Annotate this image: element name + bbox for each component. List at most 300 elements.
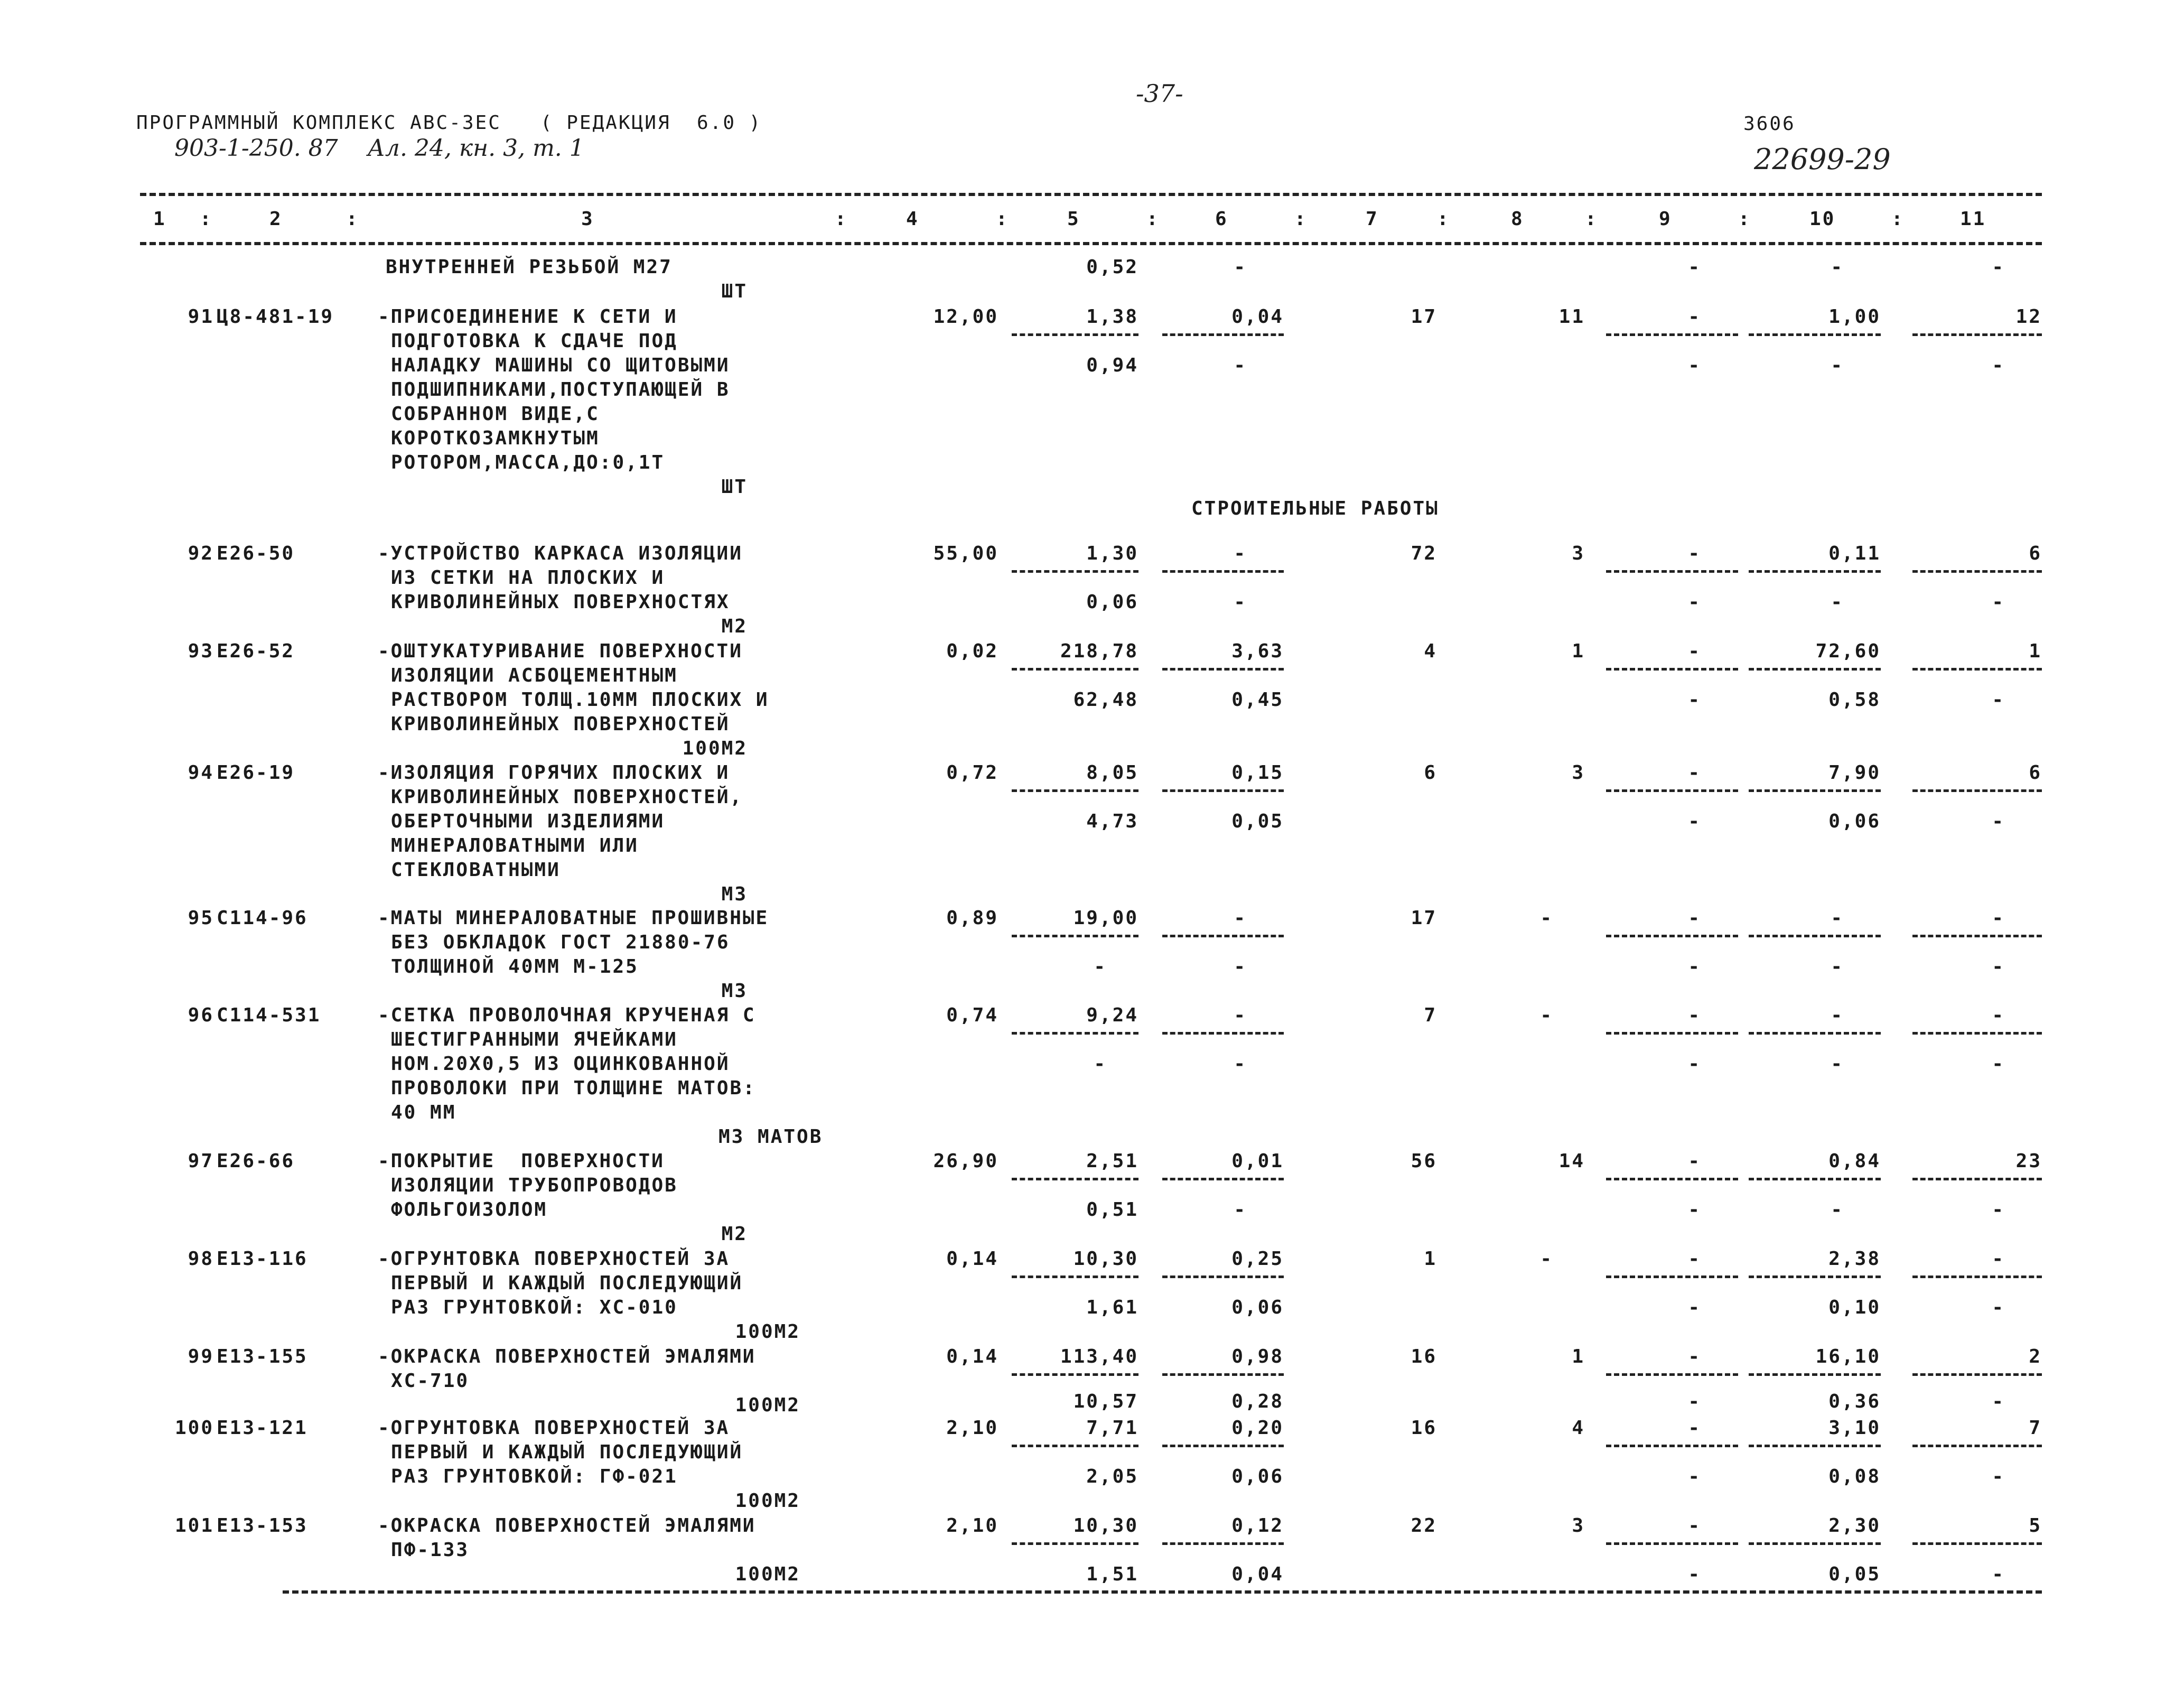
entry-unit: М3 [721,980,748,1002]
col-3: 3 [581,208,594,230]
subtotal-separator [1162,1178,1284,1180]
quantity: 0,14 [946,1248,998,1270]
col7: 17 [1411,306,1437,328]
col-sep: : [1891,208,1905,230]
entry-code: Е13-155 [217,1346,308,1367]
subtotal-separator [1606,935,1738,937]
col6-lower: 0,05 [1231,811,1284,832]
subtotal-separator [1012,1373,1138,1376]
subtotal-separator [1012,1032,1138,1035]
col11-upper: - [1992,1248,2005,1270]
col5-lower: 62,48 [1073,689,1138,711]
subtotal-separator [1912,1276,2042,1278]
subtotal-separator [1162,1276,1284,1278]
col-8: 8 [1511,208,1524,230]
col5-upper: 218,78 [1060,640,1138,662]
col-sep: : [1437,208,1450,230]
subtotal-separator [1012,1276,1138,1278]
subtotal-separator [1012,570,1138,573]
col-sep: : [996,208,1009,230]
col-7: 7 [1366,208,1379,230]
subtotal-separator [1162,1445,1284,1447]
subtotal-separator [1749,1445,1881,1447]
entry-description-line: РАЗ ГРУНТОВКОЙ: ХС-010 [391,1297,678,1318]
entry-unit: М3 [721,883,748,905]
entry-description-line: КРИВОЛИНЕЙНЫХ ПОВЕРХНОСТЕЙ, [391,786,743,808]
col-4: 4 [906,208,919,230]
subtotal-separator [1749,789,1881,792]
subtotal-separator [1912,1178,2042,1180]
col6-lower: - [1234,591,1247,613]
quantity: 2,10 [946,1515,998,1537]
subtotal-separator [1749,668,1881,671]
subtotal-separator [1162,1032,1284,1035]
entry-description-line: СОБРАННОМ ВИДЕ,С [391,403,600,425]
subtotal-separator [1012,1178,1138,1180]
entry-code: Ц8-481-19 [217,306,334,328]
col10-upper: 72,60 [1815,640,1881,662]
col-2: 2 [269,208,283,230]
entry-code: С114-531 [217,1004,321,1026]
col5-lower: 1,51 [1086,1563,1138,1585]
entry-unit: М3 МАТОВ [718,1126,823,1148]
col9-upper: - [1688,543,1701,564]
col7: 7 [1424,1004,1437,1026]
col10-lower: 0,36 [1828,1391,1881,1412]
col6-upper: 0,01 [1231,1150,1284,1172]
entry-unit: 100М2 [682,738,748,759]
col-11: 11 [1960,208,1986,230]
entry-description-line: НАЛАДКУ МАШИНЫ СО ЩИТОВЫМИ [391,355,730,376]
entry-description-line: БЕЗ ОБКЛАДОК ГОСТ 21880-76 [391,932,730,953]
col11-lower: - [1992,1466,2005,1487]
entry-description-line: 40 ММ [391,1102,456,1123]
entry-description-line: ТОЛЩИНОЙ 40ММ М-125 [391,956,639,978]
table-top-rule [140,193,2042,196]
col-sep: : [1294,208,1308,230]
col6-upper: - [1234,907,1247,929]
entry-description-line: -МАТЫ МИНЕРАЛОВАТНЫЕ ПРОШИВНЫЕ [378,907,769,929]
col9-lower: - [1688,256,1701,278]
col5-upper: 9,24 [1086,1004,1138,1026]
col5-lower: 4,73 [1086,811,1138,832]
col6-lower: - [1234,1199,1247,1221]
subtotal-separator [1606,1178,1738,1180]
col11-lower: - [1992,956,2005,978]
entry-description-line: ШЕСТИГРАННЫМИ ЯЧЕЙКАМИ [391,1029,678,1050]
col6-lower: 0,28 [1231,1391,1284,1412]
col11-lower: - [1992,256,2005,278]
quantity: 55,00 [933,543,998,564]
col8: 1 [1572,640,1585,662]
col8: 1 [1572,1346,1585,1367]
col11-lower: - [1992,1053,2005,1075]
col-sep: : [835,208,848,230]
subtotal-separator [1162,789,1284,792]
col-sep: : [346,208,359,230]
subtotal-separator [1012,789,1138,792]
entry-code: Е26-19 [217,762,295,784]
col8: 3 [1572,1515,1585,1537]
col6-lower: 0,04 [1231,1563,1284,1585]
subtotal-separator [1912,1373,2042,1376]
col5-lower: 0,52 [1086,256,1138,278]
entry-description-line: РАСТВОРОМ ТОЛЩ.10ММ ПЛОСКИХ И [391,689,769,711]
col8: - [1540,907,1553,929]
col9-lower: - [1688,811,1701,832]
entry-unit: ШТ [721,476,748,498]
col8: 14 [1558,1150,1585,1172]
col10-lower: - [1831,956,1844,978]
col-1: 1 [153,208,166,230]
entry-position: 94 [188,762,214,784]
col6-upper: 0,25 [1231,1248,1284,1270]
col-6: 6 [1215,208,1228,230]
col5-upper: 113,40 [1060,1346,1138,1367]
entry-position: 95 [188,907,214,929]
quantity: 0,74 [946,1004,998,1026]
entry-description-line: РАЗ ГРУНТОВКОЙ: ГФ-021 [391,1466,678,1487]
subtotal-separator [1162,668,1284,671]
subtotal-separator [1012,668,1138,671]
subtotal-separator [1749,1276,1881,1278]
col5-upper: 10,30 [1073,1515,1138,1537]
col11-lower: - [1992,811,2005,832]
col5-lower: 10,57 [1073,1391,1138,1412]
subtotal-separator [1749,1373,1881,1376]
entry-description-line: -ОКРАСКА ПОВЕРХНОСТЕЙ ЭМАЛЯМИ [378,1515,756,1537]
col10-lower: - [1831,355,1844,376]
col6-upper: 0,15 [1231,762,1284,784]
subtotal-separator [1606,668,1738,671]
subtotal-separator [1912,1032,2042,1035]
entry-description-line: МИНЕРАЛОВАТНЫМИ ИЛИ [391,835,639,857]
col7: 72 [1411,543,1437,564]
entry-unit: 100М2 [735,1394,800,1416]
col8: - [1540,1248,1553,1270]
entry-unit: 100М2 [735,1321,800,1343]
col11-lower: - [1992,1199,2005,1221]
col6-lower: - [1234,1053,1247,1075]
subtotal-separator [1912,1542,2042,1545]
header-bottom-rule [140,242,2042,245]
entry-description-line: ПОДШИПНИКАМИ,ПОСТУПАЮЩЕЙ В [391,379,730,401]
subtotal-separator [1162,570,1284,573]
entry-description-line: СТЕКЛОВАТНЫМИ [391,859,561,881]
col9-upper: - [1688,1248,1701,1270]
entry-position: 92 [188,543,214,564]
col9-upper: - [1688,1346,1701,1367]
document-code-top: 3606 [1743,113,1796,135]
col9-lower: - [1688,591,1701,613]
subtotal-separator [1912,570,2042,573]
subtotal-separator [1912,789,2042,792]
col11-upper: - [1992,1004,2005,1026]
subtotal-separator [1012,935,1138,937]
col9-lower: - [1688,355,1701,376]
quantity: 0,89 [946,907,998,929]
entry-code: Е13-121 [217,1417,308,1439]
entry-position: 98 [188,1248,214,1270]
entry-description-line: ПОДГОТОВКА К СДАЧЕ ПОД [391,330,678,352]
col9-upper: - [1688,907,1701,929]
col9-upper: - [1688,640,1701,662]
col10-lower: - [1831,1199,1844,1221]
quantity: 0,14 [946,1346,998,1367]
entry-code: Е13-116 [217,1248,308,1270]
col5-lower: - [1094,1053,1107,1075]
subtotal-separator [1606,333,1738,336]
col11-upper: 1 [2029,640,2042,662]
col11-lower: - [1992,355,2005,376]
col10-lower: 0,58 [1828,689,1881,711]
col5-upper: 7,71 [1086,1417,1138,1439]
col6-upper: 0,04 [1231,306,1284,328]
col-sep: : [200,208,213,230]
col11-upper: 6 [2029,543,2042,564]
quantity: 0,72 [946,762,998,784]
col9-upper: - [1688,762,1701,784]
entry-code: Е26-66 [217,1150,295,1172]
col-sep: : [1585,208,1598,230]
col9-upper: - [1688,306,1701,328]
col-10: 10 [1809,208,1836,230]
entry-unit: М2 [721,1223,748,1245]
col9-lower: - [1688,956,1701,978]
subtotal-separator [1606,1542,1738,1545]
entry-description-line: -ИЗОЛЯЦИЯ ГОРЯЧИХ ПЛОСКИХ И [378,762,730,784]
document-code-bottom: 22699-29 [1754,143,1891,176]
section-title: СТРОИТЕЛЬНЫЕ РАБОТЫ [1191,498,1439,519]
col8: 11 [1558,306,1585,328]
subtotal-separator [1606,1445,1738,1447]
subtotal-separator [1749,570,1881,573]
entry-description-line: ИЗОЛЯЦИИ ТРУБОПРОВОДОВ [391,1175,678,1196]
col6-lower: 0,06 [1231,1466,1284,1487]
col10-lower: 0,05 [1828,1563,1881,1585]
col6-lower: - [1234,355,1247,376]
subtotal-separator [1912,935,2042,937]
col9-upper: - [1688,1150,1701,1172]
entry-description-line: НОМ.20Х0,5 ИЗ ОЦИНКОВАННОЙ [391,1053,730,1075]
entry-description-line: КРИВОЛИНЕЙНЫХ ПОВЕРХНОСТЯХ [391,591,730,613]
subtotal-separator [1162,935,1284,937]
subtotal-separator [1749,935,1881,937]
col11-upper: 23 [2015,1150,2042,1172]
col6-upper: - [1234,1004,1247,1026]
subtotal-separator [1162,333,1284,336]
entry-description-line: -ОГРУНТОВКА ПОВЕРХНОСТЕЙ ЗА [378,1417,730,1439]
col5-lower: 0,51 [1086,1199,1138,1221]
col11-lower: - [1992,1563,2005,1585]
entry-position: 101 [174,1515,214,1537]
col10-lower: - [1831,256,1844,278]
col6-upper: - [1234,543,1247,564]
subtotal-separator [1012,1542,1138,1545]
entry-description-line: -ПРИСОЕДИНЕНИЕ К СЕТИ И [378,306,678,328]
col7: 17 [1411,907,1437,929]
subtotal-separator [1162,1373,1284,1376]
subtotal-separator [1912,333,2042,336]
entry-unit: 100М2 [735,1563,800,1585]
entry-position: 96 [188,1004,214,1026]
entry-description-line: РОТОРОМ,МАССА,ДО:0,1Т [391,452,665,473]
col9-lower: - [1688,1297,1701,1318]
col9-lower: - [1688,1563,1701,1585]
col11-lower: - [1992,591,2005,613]
entry-description-line: -ПОКРЫТИЕ ПОВЕРХНОСТИ [378,1150,665,1172]
col-sep: : [1738,208,1751,230]
subtotal-separator [1912,668,2042,671]
col5-lower: - [1094,956,1107,978]
entry-position: 100 [174,1417,214,1439]
col6-lower: - [1234,956,1247,978]
col6-upper: 0,98 [1231,1346,1284,1367]
col10-upper: - [1831,1004,1844,1026]
col10-upper: 0,84 [1828,1150,1881,1172]
subtotal-separator [1606,1032,1738,1035]
col9-lower: - [1688,1199,1701,1221]
entry-description-line: ИЗ СЕТКИ НА ПЛОСКИХ И [391,567,665,589]
entry-description-line: ОБЕРТОЧНЫМИ ИЗДЕЛИЯМИ [391,811,665,832]
col-5: 5 [1067,208,1080,230]
entry-unit: ШТ [721,281,748,302]
entry-description-line: -УСТРОЙСТВО КАРКАСА ИЗОЛЯЦИИ [378,543,743,564]
subtotal-separator [1162,1542,1284,1545]
entry-description-line: КРИВОЛИНЕЙНЫХ ПОВЕРХНОСТЕЙ [391,713,730,735]
col11-lower: - [1992,1297,2005,1318]
col10-upper: 1,00 [1828,306,1881,328]
col9-lower: - [1688,689,1701,711]
entry-code: Е13-153 [217,1515,308,1537]
entry-position: 97 [188,1150,214,1172]
col9-lower: - [1688,1053,1701,1075]
col5-upper: 2,51 [1086,1150,1138,1172]
subtotal-separator [1606,1373,1738,1376]
col5-upper: 1,38 [1086,306,1138,328]
col6-lower: 0,45 [1231,689,1284,711]
col7: 1 [1424,1248,1437,1270]
subtotal-separator [1749,1032,1881,1035]
project-reference: 903-1-250. 87 Ал. 24, кн. 3, т. 1 [174,135,584,162]
col9-upper: - [1688,1515,1701,1537]
entry-description-line: ХС-710 [391,1370,470,1392]
col10-upper: 0,11 [1828,543,1881,564]
entry-description-line: -ОКРАСКА ПОВЕРХНОСТЕЙ ЭМАЛЯМИ [378,1346,756,1367]
col9-lower: - [1688,1466,1701,1487]
entry-code: Е26-52 [217,640,295,662]
col7: 4 [1424,640,1437,662]
col7: 16 [1411,1417,1437,1439]
col5-lower: 0,06 [1086,591,1138,613]
entry-position: 93 [188,640,214,662]
col10-lower: 0,06 [1828,811,1881,832]
col11-upper: 2 [2029,1346,2042,1367]
col6-upper: 0,20 [1231,1417,1284,1439]
entry-description-line: -ОГРУНТОВКА ПОВЕРХНОСТЕЙ ЗА [378,1248,730,1270]
entry-description-line: ПФ-133 [391,1539,470,1561]
col5-upper: 10,30 [1073,1248,1138,1270]
col11-upper: - [1992,907,2005,929]
col9-upper: - [1688,1417,1701,1439]
col10-lower: - [1831,1053,1844,1075]
subtotal-separator [1749,1178,1881,1180]
col5-upper: 1,30 [1086,543,1138,564]
program-title: ПРОГРАММНЫЙ КОМПЛЕКС АВС-ЗЕС ( РЕДАКЦИЯ 6.0 ) [136,112,762,134]
col6-upper: 0,12 [1231,1515,1284,1537]
col11-lower: - [1992,689,2005,711]
col10-upper: 16,10 [1815,1346,1881,1367]
col10-upper: - [1831,907,1844,929]
table-bottom-rule [283,1590,2042,1594]
entry-description-line: ВНУТРЕННЕЙ РЕЗЬБОЙ М27 [386,256,673,278]
col8: 3 [1572,543,1585,564]
entry-position: 91 [188,306,214,328]
subtotal-separator [1749,333,1881,336]
col9-lower: - [1688,1391,1701,1412]
subtotal-separator [1606,1276,1738,1278]
subtotal-separator [1912,1445,2042,1447]
col10-upper: 3,10 [1828,1417,1881,1439]
page-number: -37- [1136,79,1183,108]
entry-description-line: ПРОВОЛОКИ ПРИ ТОЛЩИНЕ МАТОВ: [391,1077,756,1099]
entry-description-line: ПЕРВЫЙ И КАЖДЫЙ ПОСЛЕДУЮЩИЙ [391,1441,743,1463]
col5-lower: 2,05 [1086,1466,1138,1487]
entry-unit: М2 [721,616,748,637]
col6-lower: - [1234,256,1247,278]
subtotal-separator [1606,570,1738,573]
col10-lower: 0,08 [1828,1466,1881,1487]
quantity: 2,10 [946,1417,998,1439]
col10-lower: - [1831,591,1844,613]
subtotal-separator [1012,333,1138,336]
col8: - [1540,1004,1553,1026]
quantity: 12,00 [933,306,998,328]
subtotal-separator [1606,789,1738,792]
col11-upper: 12 [2015,306,2042,328]
subtotal-separator [1749,1542,1881,1545]
col5-upper: 19,00 [1073,907,1138,929]
col7: 16 [1411,1346,1437,1367]
col5-upper: 8,05 [1086,762,1138,784]
quantity: 26,90 [933,1150,998,1172]
col6-upper: 3,63 [1231,640,1284,662]
col5-lower: 0,94 [1086,355,1138,376]
col8: 3 [1572,762,1585,784]
quantity: 0,02 [946,640,998,662]
entry-description-line: ФОЛЬГОИЗОЛОМ [391,1199,548,1221]
entry-description-line: -СЕТКА ПРОВОЛОЧНАЯ КРУЧЕНАЯ С [378,1004,756,1026]
entry-code: Е26-50 [217,543,295,564]
col10-upper: 7,90 [1828,762,1881,784]
col11-lower: - [1992,1391,2005,1412]
subtotal-separator [1012,1445,1138,1447]
col-9: 9 [1659,208,1672,230]
col11-upper: 5 [2029,1515,2042,1537]
entry-description-line: КОРОТКОЗАМКНУТЫМ [391,427,600,449]
entry-description-line: ИЗОЛЯЦИИ АСБОЦЕМЕНТНЫМ [391,665,678,686]
entry-code: С114-96 [217,907,308,929]
col7: 56 [1411,1150,1437,1172]
col10-upper: 2,38 [1828,1248,1881,1270]
entry-description-line: -ОШТУКАТУРИВАНИЕ ПОВЕРХНОСТИ [378,640,743,662]
col8: 4 [1572,1417,1585,1439]
col10-upper: 2,30 [1828,1515,1881,1537]
entry-description-line: ПЕРВЫЙ И КАЖДЫЙ ПОСЛЕДУЮЩИЙ [391,1272,743,1294]
col11-upper: 7 [2029,1417,2042,1439]
col5-lower: 1,61 [1086,1297,1138,1318]
col10-lower: 0,10 [1828,1297,1881,1318]
